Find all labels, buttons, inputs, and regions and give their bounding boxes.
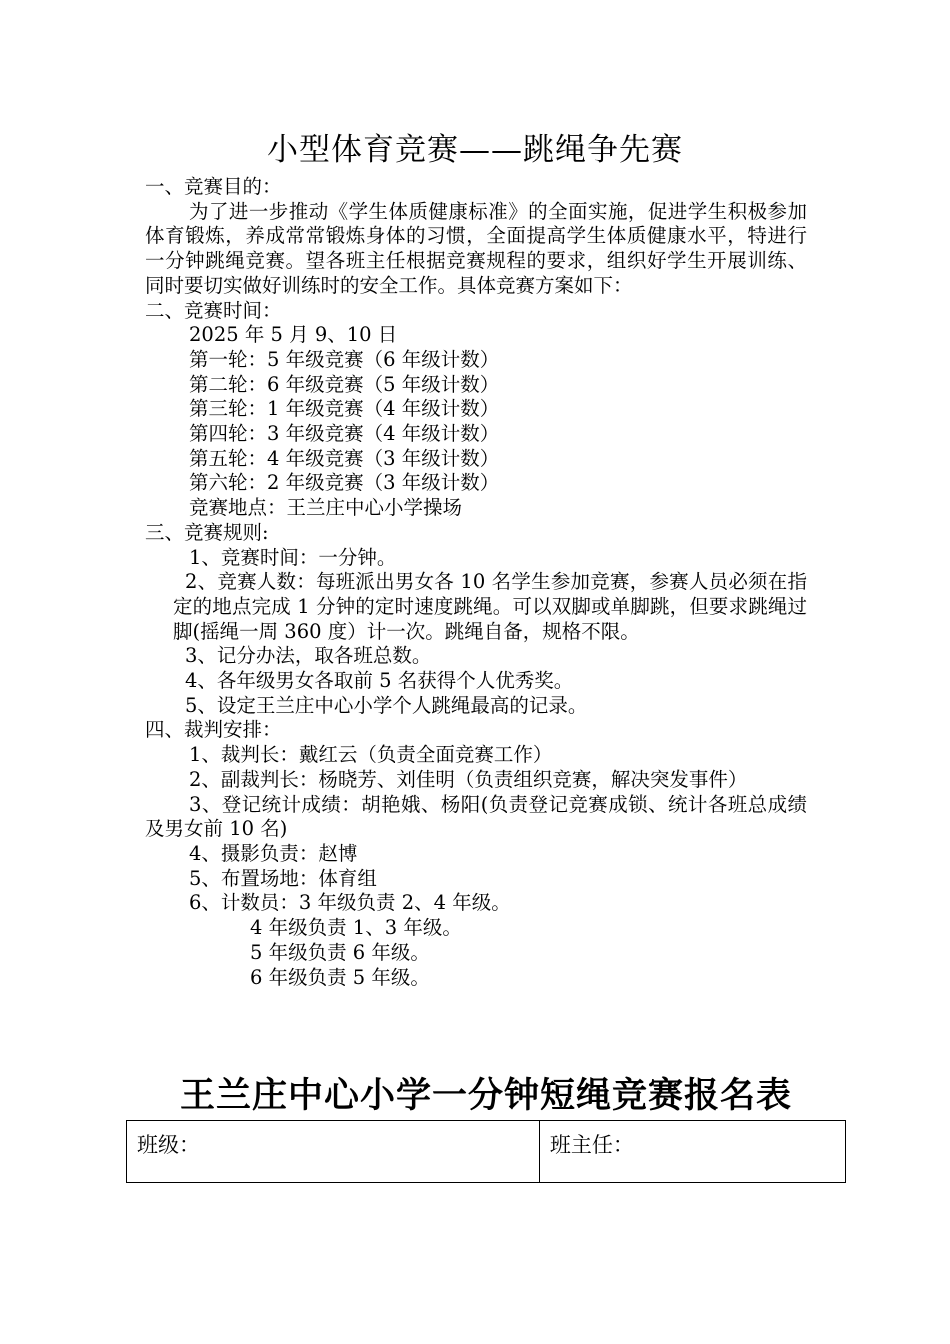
rule-item: 2、竞赛人数：每班派出男女各 10 名学生参加竞赛，参赛人员必须在指定的地点完成 1 分钟的定时速度跳绳。可以双脚或单脚跳，但要求跳绳过脚(摇绳一周 360 度）计一次。跳绳自备，规格不限。 <box>173 570 807 643</box>
round-item: 第四轮：3 年级竞赛（4 年级计数） <box>189 422 500 446</box>
competition-venue: 竞赛地点：王兰庄中心小学操场 <box>189 496 463 520</box>
referee-item: 6、计数员：3 年级负责 2、4 年级。 <box>189 891 511 915</box>
purpose-paragraph: 为了进一步推动《学生体质健康标准》的全面实施，促进学生积极参加体育锻炼，养成常常锻炼身体的习惯，全面提高学生体质健康水平，特进行一分钟跳绳竞赛。望各班主任根据竞赛规程的要求，组织好学生开展训练、同时要切实做好训练时的安全工作。具体竞赛方案如下： <box>145 199 807 297</box>
round-item: 第三轮：1 年级竞赛（4 年级计数） <box>189 397 500 421</box>
round-item: 第六轮：2 年级竞赛（3 年级计数） <box>189 471 500 495</box>
rule-item: 1、竞赛时间：一分钟。 <box>189 545 397 569</box>
head-teacher-field[interactable] <box>539 1121 845 1183</box>
round-item: 第二轮：6 年级竞赛（5 年级计数） <box>189 372 500 396</box>
table-row <box>127 1121 846 1183</box>
section-heading-rules: 三、竞赛规则: <box>145 520 269 544</box>
round-item: 第一轮：5 年级竞赛（6 年级计数） <box>189 347 500 371</box>
round-item: 第五轮：4 年级竞赛（3 年级计数） <box>189 446 500 470</box>
referee-item: 4、摄影负责：赵博 <box>189 841 358 865</box>
rule-item: 3、记分办法，取各班总数。 <box>185 644 432 668</box>
registration-table <box>126 1120 846 1183</box>
rule-item: 5、设定王兰庄中心小学个人跳绳最高的记录。 <box>185 693 588 717</box>
rule-item: 4、各年级男女各取前 5 名获得个人优秀奖。 <box>185 669 574 693</box>
counter-item: 5 年级负责 6 年级。 <box>250 940 430 964</box>
competition-date: 2025 年 5 月 9、10 日 <box>189 323 398 347</box>
section-heading-purpose: 一、竞赛目的： <box>145 175 282 198</box>
referee-item: 3、登记统计成绩：胡艳娥、杨阳(负责登记竞赛成锁、统计各班总成绩及男女前 10 名) <box>145 792 807 841</box>
class-label: 班级： <box>137 1133 200 1157</box>
section-heading-referees: 四、裁判安排： <box>145 718 282 742</box>
registration-form-title: 王兰庄中心小学一分钟短绳竞赛报名表 <box>179 1076 792 1116</box>
referee-item: 2、副裁判长：杨晓芳、刘佳明（负责组织竞赛，解决突发事件） <box>189 767 748 791</box>
referee-item: 5、布置场地：体育组 <box>189 866 377 890</box>
referee-item: 1、裁判长：戴红云（负责全面竞赛工作） <box>189 743 553 767</box>
counter-item: 4 年级负责 1、3 年级。 <box>250 916 462 940</box>
class-field[interactable] <box>127 1121 540 1183</box>
document-title: 小型体育竞赛——跳绳争先赛 <box>267 132 683 168</box>
section-heading-time: 二、竞赛时间： <box>145 298 282 322</box>
counter-item: 6 年级负责 5 年级。 <box>250 965 430 989</box>
document-body <box>145 175 807 990</box>
head-teacher-label: 班主任： <box>549 1133 634 1157</box>
